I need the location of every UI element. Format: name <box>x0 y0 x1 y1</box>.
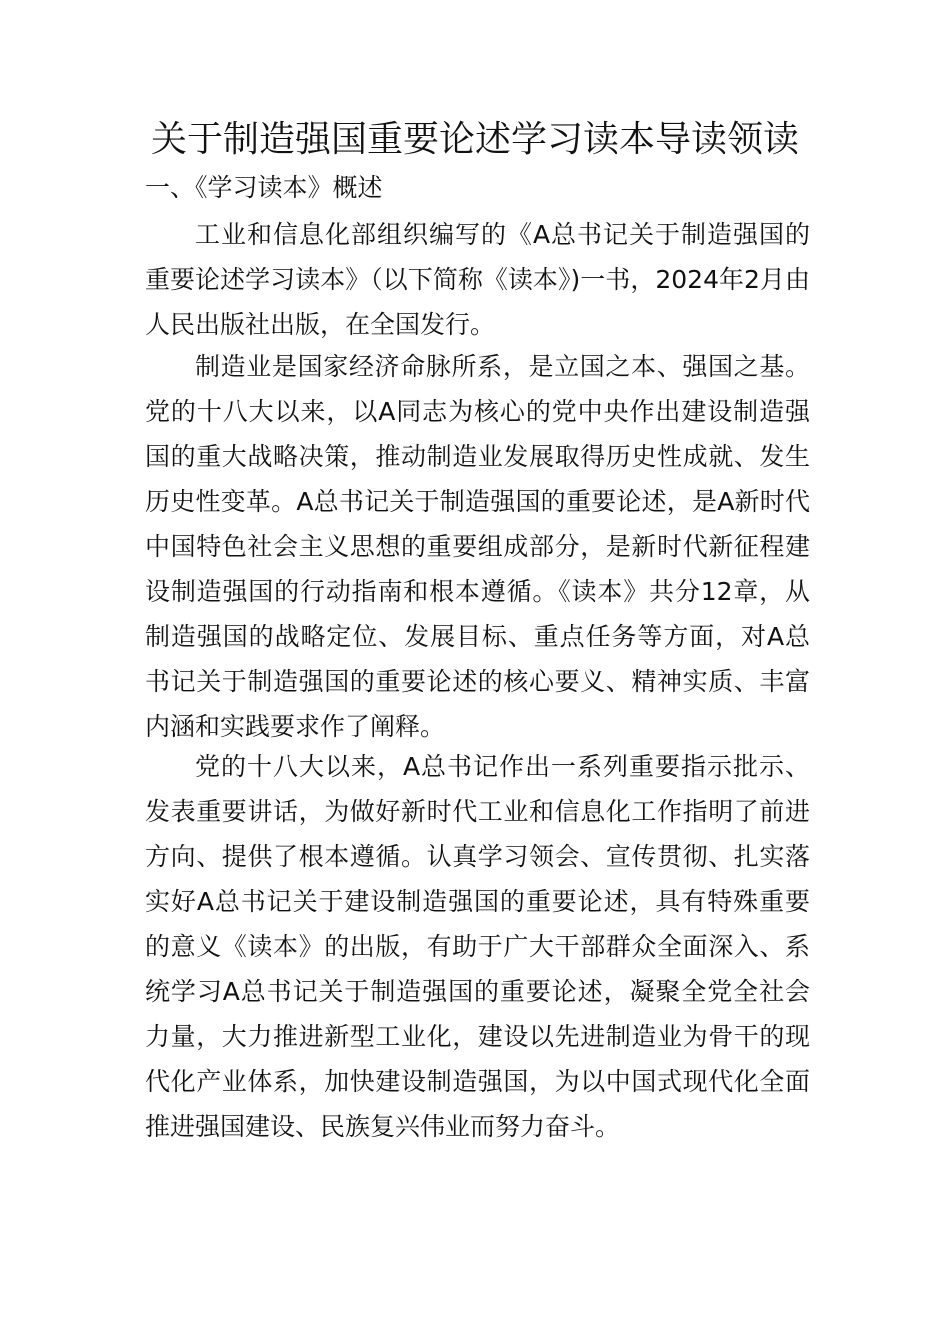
paragraph-3: 党的十八大以来，A总书记作出一系列重要指示批示、发表重要讲话，为做好新时代工业和信息化工作指明了前进方向、提供了根本遵循。认真学习领会、宣传贯彻、扎实落实好A总书记关于建设制造强国的重要论述，具有特殊重要的意义《读本》的出版，有助于广大干部群众全面深入、系统学习A总书记关于制造强国的重要论述，凝聚全党全社会力量，大力推进新型工业化，建设以先进制造业为骨干的现代化产业体系，加快建设制造强国，为以中国式现代化全面推进强国建设、民族复兴伟业而努力奋斗。 <box>145 752 810 1141</box>
paragraph-2: 制造业是国家经济命脉所系，是立国之本、强国之基。党的十八大以来，以A同志为核心的党中央作出建设制造强国的重大战略决策，推动制造业发展取得历史性成就、发生历史性变革。A总书记关于制造强国的重要论述，是A新时代中国特色社会主义思想的重要组成部分，是新时代新征程建设制造强国的行动指南和根本遵循。《读本》共分12章，从制造强国的战略定位、发展目标、重点任务等方面，对A总书记关于制造强国的重要论述的核心要义、精神实质、丰富内涵和实践要求作了阐释。 <box>145 352 810 741</box>
paragraph-1: 工业和信息化部组织编写的《A总书记关于制造强国的重要论述学习读本》（以下简称《读本》)一书，2024年2月由人民出版社出版，在全国发行。 <box>145 220 810 339</box>
document-title: 关于制造强国重要论述学习读本导读领读 <box>150 119 799 160</box>
section-heading: 一、《学习读本》概述 <box>145 173 383 202</box>
